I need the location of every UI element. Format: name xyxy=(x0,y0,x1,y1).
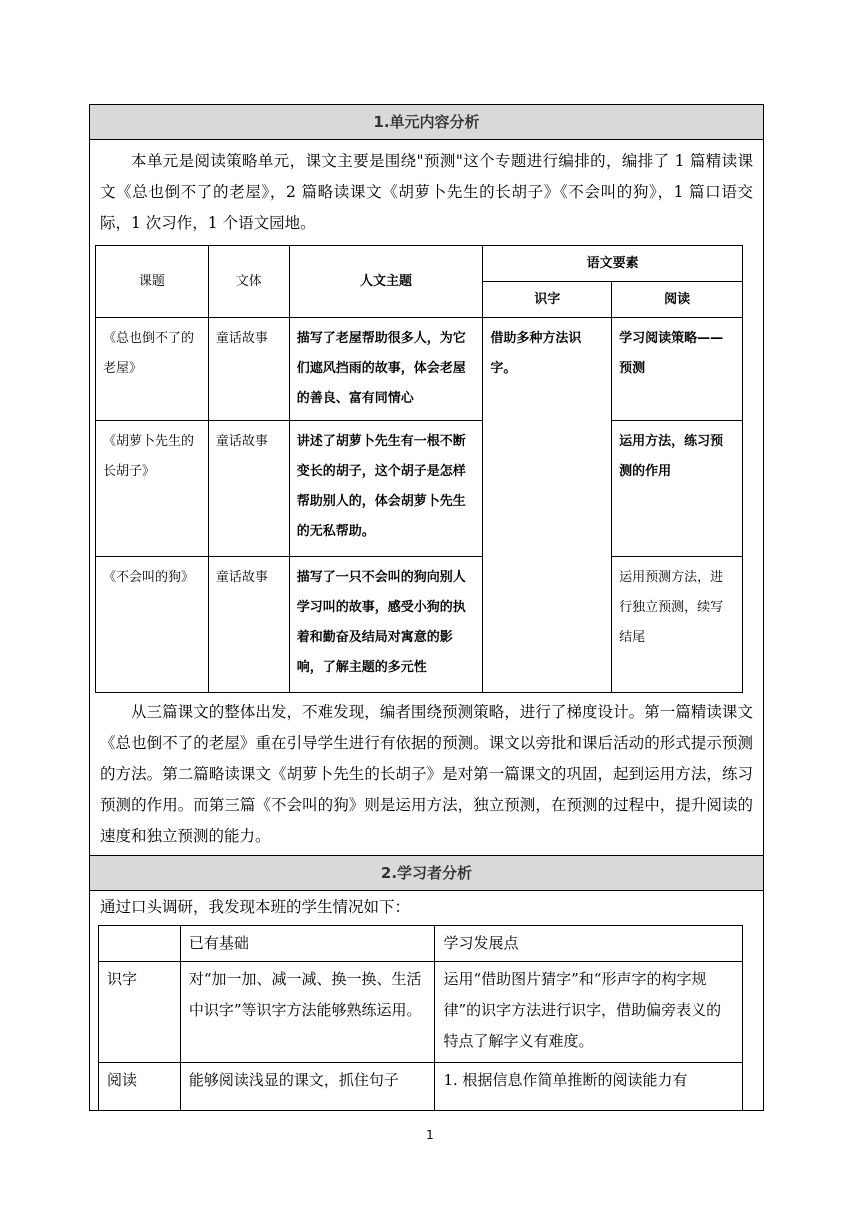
header-basis: 已有基础 xyxy=(180,926,435,962)
row-growth: 运用“借助图片猜字”和“形声字的构字规律”的识字方法进行识字，借助偏旁表义的特点了解字义有难度。 xyxy=(435,962,743,1063)
lesson-reading: 运用预测方法，进行独立预测，续写结尾 xyxy=(612,557,743,693)
learner-intro-paragraph: 通过口头调研，我发现本班的学生情况如下： xyxy=(100,898,411,916)
page-number: 1 xyxy=(426,1128,434,1142)
section-heading-learner-analysis: 2.学习者分析 xyxy=(90,855,763,891)
lesson-title: 《不会叫的狗》 xyxy=(96,557,209,693)
table-row xyxy=(99,1063,743,1112)
header-theme: 人文主题 xyxy=(289,246,483,318)
row-growth: 1. 根据信息作简单推断的阅读能力有 xyxy=(435,1063,743,1112)
lesson-reading: 运用方法，练习预测的作用 xyxy=(612,421,743,557)
shared-literacy-cell: 借助多种方法识字。 xyxy=(483,318,612,693)
header-growth: 学习发展点 xyxy=(435,926,743,962)
table-row xyxy=(96,318,743,421)
table-row xyxy=(96,421,743,557)
table-row xyxy=(96,557,743,693)
lesson-reading: 学习阅读策略——预测 xyxy=(612,318,743,421)
lesson-theme: 讲述了胡萝卜先生有一根不断变长的胡子，这个胡子是怎样帮助别人的，体会胡萝卜先生的无私帮助。 xyxy=(289,421,483,557)
lesson-genre: 童话故事 xyxy=(208,421,289,557)
unit-lessons-table xyxy=(95,245,743,693)
lesson-theme: 描写了老屋帮助很多人，为它们遮风挡雨的故事，体会老屋的善良、富有同情心 xyxy=(289,318,483,421)
row-basis: 对“加一加、减一减、换一换、生活中识字”等识字方法能够熟练运用。 xyxy=(180,962,435,1063)
row-basis: 能够阅读浅显的课文，抓住句子 xyxy=(180,1063,435,1112)
section-heading-unit-analysis: 1.单元内容分析 xyxy=(90,105,763,140)
lesson-title: 《胡萝卜先生的长胡子》 xyxy=(96,421,209,557)
table-row xyxy=(99,962,743,1063)
lesson-analysis-paragraph: 从三篇课文的整体出发，不难发现，编者围绕预测策略，进行了梯度设计。第一篇精读课文《总也倒不了的老屋》重在引导学生进行有依据的预测。课文以旁批和课后活动的形式提示预测的方法。第二篇略读课文《胡萝卜先生的长胡子》是对第一篇课文的巩固，起到运用方法，练习预测的作用。而第三篇《不会叫的狗》则是运用方法，独立预测，在预测的过程中，提升阅读的速度和独立预测的能力。 xyxy=(100,703,753,845)
lesson-title: 《总也倒不了的老屋》 xyxy=(96,318,209,421)
header-elements: 语文要素 xyxy=(483,246,743,282)
lesson-genre: 童话故事 xyxy=(208,318,289,421)
document-frame xyxy=(89,104,764,1111)
learner-analysis-table xyxy=(98,925,743,1111)
lesson-theme: 描写了一只不会叫的狗向别人学习叫的故事，感受小狗的执着和勤奋及结局对寓意的影响，了解主题的多元性 xyxy=(289,557,483,693)
header-lesson: 课题 xyxy=(96,246,209,318)
header-literacy: 识字 xyxy=(483,282,612,318)
row-area: 识字 xyxy=(99,962,181,1063)
lesson-genre: 童话故事 xyxy=(208,557,289,693)
row-area: 阅读 xyxy=(99,1063,181,1112)
header-blank xyxy=(99,926,181,962)
header-reading: 阅读 xyxy=(612,282,743,318)
unit-intro-paragraph: 本单元是阅读策略单元，课文主要是围绕"预测"这个专题进行编排的，编排了 1 篇精读课文《总也倒不了的老屋》，2 篇略读课文《胡萝卜先生的长胡子》《不会叫的狗》，1 篇口语交际，1 次习作，1 个语文园地。 xyxy=(100,152,753,232)
header-genre: 文体 xyxy=(208,246,289,318)
